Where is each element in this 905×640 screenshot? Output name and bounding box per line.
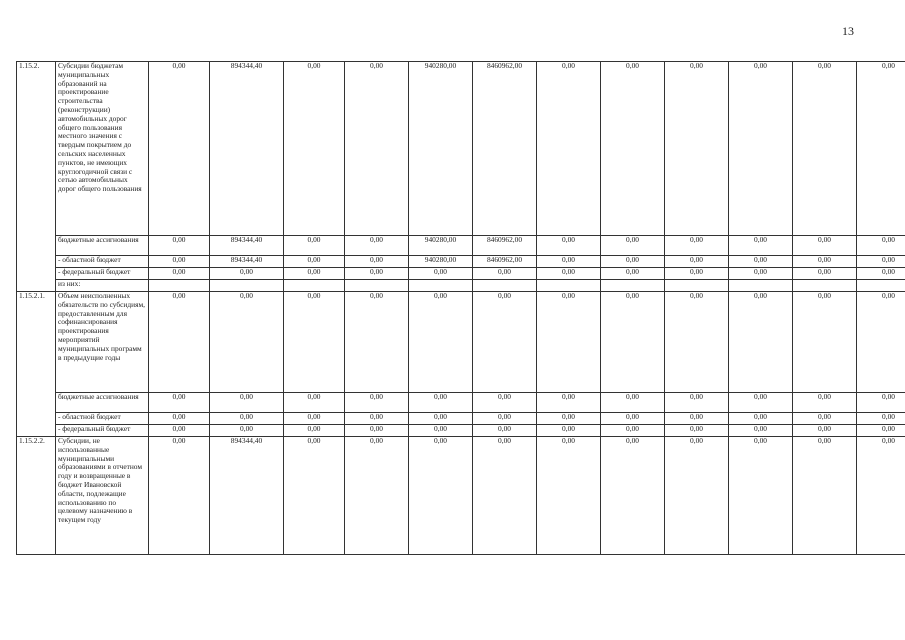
row-name: Объем неисполненных обязательств по субсидиям, предоставленным для софинансирования проектирования мероприятий муниципальных программ в предыдущие годы (56, 292, 149, 393)
value-cell: 0,00 (537, 236, 601, 256)
value-cell (210, 280, 284, 292)
row-name: - федеральный бюджет (56, 268, 149, 280)
row-code: 1.15.2.1. (17, 292, 56, 437)
value-cell: 0,00 (210, 393, 284, 413)
value-cell: 0,00 (537, 268, 601, 280)
value-cell (537, 280, 601, 292)
page-number: 13 (842, 24, 854, 38)
value-cell: 0,00 (857, 292, 905, 393)
value-cell: 0,00 (284, 62, 345, 236)
table-row-main (17, 437, 905, 555)
value-cell: 0,00 (601, 236, 665, 256)
value-cell: 0,00 (409, 437, 473, 555)
value-cell: 0,00 (601, 256, 665, 268)
value-cell: 0,00 (345, 393, 409, 413)
table-row-sub (17, 236, 905, 256)
value-cell: 0,00 (210, 425, 284, 437)
value-cell: 0,00 (793, 425, 857, 437)
value-cell: 0,00 (210, 292, 284, 393)
row-name: Субсидии бюджетам муниципальных образований на проектирование строительства (реконструкции) автомобильных дорог общего пользования местного значения с твердым покрытием до сельских населенных пунктов, не имеющих круглогодичной связи с сетью автомобильных дорог общего пользования (56, 62, 149, 236)
table-body (17, 62, 905, 555)
value-cell: 0,00 (729, 292, 793, 393)
value-cell: 0,00 (345, 268, 409, 280)
value-cell: 0,00 (149, 425, 210, 437)
value-cell: 0,00 (473, 393, 537, 413)
value-cell: 0,00 (601, 62, 665, 236)
value-cell: 0,00 (149, 268, 210, 280)
value-cell: 0,00 (284, 437, 345, 555)
value-cell: 0,00 (149, 292, 210, 393)
value-cell: 0,00 (284, 425, 345, 437)
value-cell: 0,00 (345, 425, 409, 437)
value-cell: 0,00 (537, 393, 601, 413)
value-cell: 0,00 (857, 236, 905, 256)
value-cell: 0,00 (793, 393, 857, 413)
value-cell: 0,00 (601, 393, 665, 413)
value-cell: 0,00 (857, 425, 905, 437)
value-cell: 0,00 (729, 437, 793, 555)
value-cell: 0,00 (793, 62, 857, 236)
value-cell: 0,00 (473, 437, 537, 555)
table-row-main (17, 292, 905, 393)
value-cell: 0,00 (537, 256, 601, 268)
value-cell: 0,00 (284, 256, 345, 268)
value-cell: 0,00 (284, 268, 345, 280)
row-name: бюджетные ассигнования (56, 393, 149, 413)
value-cell: 0,00 (537, 437, 601, 555)
value-cell: 0,00 (409, 268, 473, 280)
value-cell: 0,00 (729, 236, 793, 256)
value-cell: 0,00 (665, 425, 729, 437)
value-cell: 8460962,00 (473, 236, 537, 256)
value-cell: 0,00 (345, 62, 409, 236)
value-cell: 0,00 (210, 268, 284, 280)
value-cell (729, 280, 793, 292)
row-name: бюджетные ассигнования (56, 236, 149, 256)
value-cell: 0,00 (345, 236, 409, 256)
value-cell: 0,00 (284, 413, 345, 425)
value-cell: 940280,00 (409, 62, 473, 236)
value-cell: 0,00 (793, 413, 857, 425)
value-cell: 0,00 (665, 256, 729, 268)
value-cell: 0,00 (345, 256, 409, 268)
value-cell: 0,00 (149, 413, 210, 425)
value-cell: 0,00 (729, 268, 793, 280)
value-cell: 0,00 (473, 413, 537, 425)
row-name: Субсидии, не использованные муниципальными образованиями в отчетном году и возвращенные в бюджет Ивановской области, подлежащие использованию по целевому назначению в текущем году (56, 437, 149, 555)
table-row-main (17, 62, 905, 236)
value-cell: 0,00 (857, 268, 905, 280)
table-row-sub (17, 425, 905, 437)
value-cell (473, 280, 537, 292)
value-cell: 0,00 (857, 393, 905, 413)
value-cell (793, 280, 857, 292)
value-cell: 0,00 (729, 425, 793, 437)
value-cell: 0,00 (284, 292, 345, 393)
value-cell: 0,00 (857, 437, 905, 555)
value-cell: 0,00 (537, 292, 601, 393)
value-cell: 0,00 (729, 62, 793, 236)
value-cell: 0,00 (665, 236, 729, 256)
value-cell: 0,00 (665, 437, 729, 555)
value-cell: 0,00 (729, 393, 793, 413)
table-row-note (17, 280, 905, 292)
row-name: - областной бюджет (56, 256, 149, 268)
value-cell: 0,00 (729, 256, 793, 268)
value-cell: 0,00 (793, 292, 857, 393)
value-cell: 894344,40 (210, 236, 284, 256)
value-cell: 0,00 (473, 268, 537, 280)
value-cell: 0,00 (601, 268, 665, 280)
value-cell: 894344,40 (210, 437, 284, 555)
value-cell: 894344,40 (210, 256, 284, 268)
budget-table (16, 61, 905, 555)
table-row-sub (17, 268, 905, 280)
value-cell: 0,00 (345, 413, 409, 425)
value-cell (857, 280, 905, 292)
row-name: - областной бюджет (56, 413, 149, 425)
value-cell: 8460962,00 (473, 256, 537, 268)
table-row-sub (17, 256, 905, 268)
value-cell: 940280,00 (409, 236, 473, 256)
value-cell: 0,00 (345, 292, 409, 393)
value-cell (665, 280, 729, 292)
value-cell: 0,00 (149, 236, 210, 256)
value-cell: 0,00 (284, 236, 345, 256)
value-cell: 0,00 (409, 425, 473, 437)
value-cell: 0,00 (537, 425, 601, 437)
value-cell (409, 280, 473, 292)
row-name: - федеральный бюджет (56, 425, 149, 437)
value-cell: 0,00 (601, 292, 665, 393)
value-cell: 0,00 (793, 268, 857, 280)
value-cell (149, 280, 210, 292)
value-cell: 0,00 (210, 413, 284, 425)
value-cell: 894344,40 (210, 62, 284, 236)
value-cell: 0,00 (409, 292, 473, 393)
value-cell: 0,00 (665, 62, 729, 236)
value-cell: 0,00 (665, 292, 729, 393)
table-row-sub (17, 413, 905, 425)
value-cell: 0,00 (149, 437, 210, 555)
value-cell (601, 280, 665, 292)
value-cell: 0,00 (857, 256, 905, 268)
value-cell: 0,00 (665, 268, 729, 280)
value-cell: 0,00 (857, 413, 905, 425)
value-cell: 0,00 (601, 437, 665, 555)
value-cell: 0,00 (793, 236, 857, 256)
value-cell: 0,00 (857, 62, 905, 236)
value-cell: 940280,00 (409, 256, 473, 268)
value-cell: 0,00 (473, 425, 537, 437)
value-cell: 0,00 (729, 413, 793, 425)
value-cell: 0,00 (473, 292, 537, 393)
value-cell: 0,00 (149, 256, 210, 268)
row-name: из них: (56, 280, 149, 292)
value-cell (284, 280, 345, 292)
value-cell: 0,00 (601, 425, 665, 437)
value-cell: 0,00 (537, 413, 601, 425)
table-row-sub (17, 393, 905, 413)
value-cell: 0,00 (149, 62, 210, 236)
value-cell: 0,00 (665, 413, 729, 425)
value-cell: 0,00 (149, 393, 210, 413)
value-cell: 0,00 (665, 393, 729, 413)
value-cell: 0,00 (601, 413, 665, 425)
value-cell (345, 280, 409, 292)
value-cell: 0,00 (409, 413, 473, 425)
row-code: 1.15.2.2. (17, 437, 56, 555)
value-cell: 0,00 (537, 62, 601, 236)
value-cell: 0,00 (284, 393, 345, 413)
value-cell: 0,00 (793, 256, 857, 268)
value-cell: 0,00 (409, 393, 473, 413)
value-cell: 8460962,00 (473, 62, 537, 236)
row-code: 1.15.2. (17, 62, 56, 292)
value-cell: 0,00 (793, 437, 857, 555)
value-cell: 0,00 (345, 437, 409, 555)
